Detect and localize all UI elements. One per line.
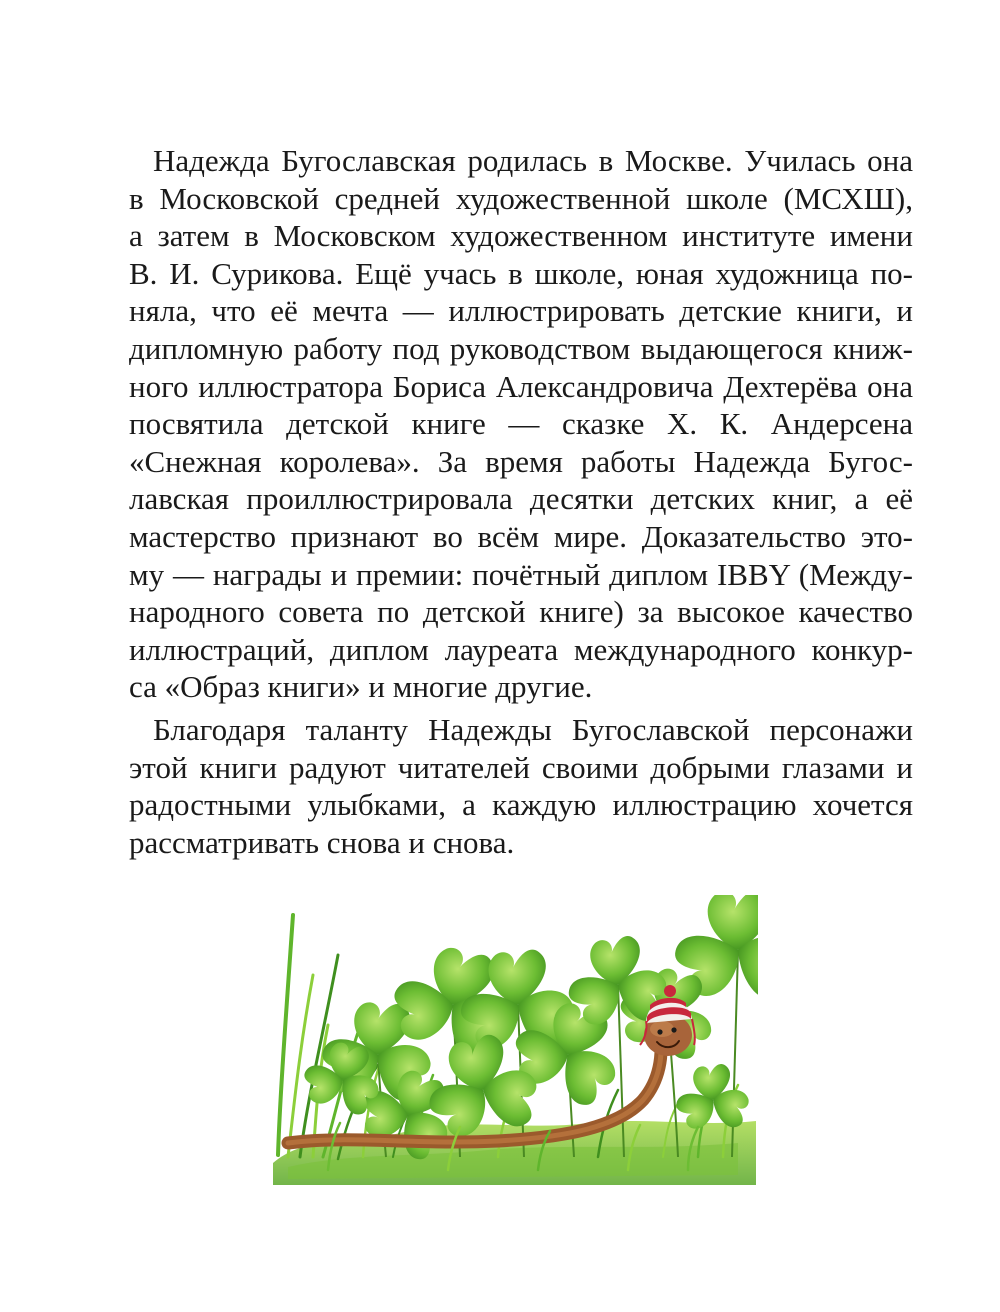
text-line: мастерство признают во всём мире. Доказательство это- — [129, 518, 913, 554]
text-line: этой книги радуют читателей своими добрыми глазами и — [129, 749, 913, 785]
text-line: в Московской средней художественной школе (МСХШ), — [129, 180, 913, 216]
text-line: посвятила детской книге — сказке Х. К. Андерсена — [129, 406, 913, 442]
text-line: радостными улыбками, а каждую иллюстрацию хочется — [129, 787, 913, 823]
text-line: В. И. Сурикова. Ещё учась в школе, юная художница по- — [129, 255, 913, 291]
text-line: иллюстраций, диплом лауреата международного конкур- — [129, 631, 913, 667]
paragraph-1 — [129, 142, 913, 706]
text-line: му — награды и премии: почётный диплом IBBY (Между- — [129, 556, 913, 592]
text-line: Надежда Бугославская родилась в Москве. Училась она — [153, 143, 913, 178]
text-line: са «Образ книги» и многие другие. — [129, 669, 593, 705]
text-line: лавская проиллюстрировала десятки детских книг, а её — [129, 481, 913, 517]
paragraph-2 — [129, 711, 913, 861]
text-line: народного совета по детской книге) за высокое качество — [129, 594, 913, 630]
text-line: «Снежная королева». За время работы Надежда Бугос- — [129, 443, 913, 479]
body-text — [129, 142, 913, 866]
text-line: дипломную работу под руководством выдающегося книж- — [129, 330, 913, 366]
text-line: Благодаря таланту Надежды Бугославской персонажи — [153, 711, 913, 747]
text-line: ного иллюстратора Бориса Александровича Дехтерёва она — [129, 368, 913, 404]
text-line: няла, что её мечта — иллюстрировать детские книги, и — [129, 293, 913, 329]
text-line: а затем в Московском художественном институте имени — [129, 218, 913, 254]
text-line: рассматривать снова и снова. — [129, 824, 515, 860]
clover-worm-illustration — [268, 895, 758, 1185]
